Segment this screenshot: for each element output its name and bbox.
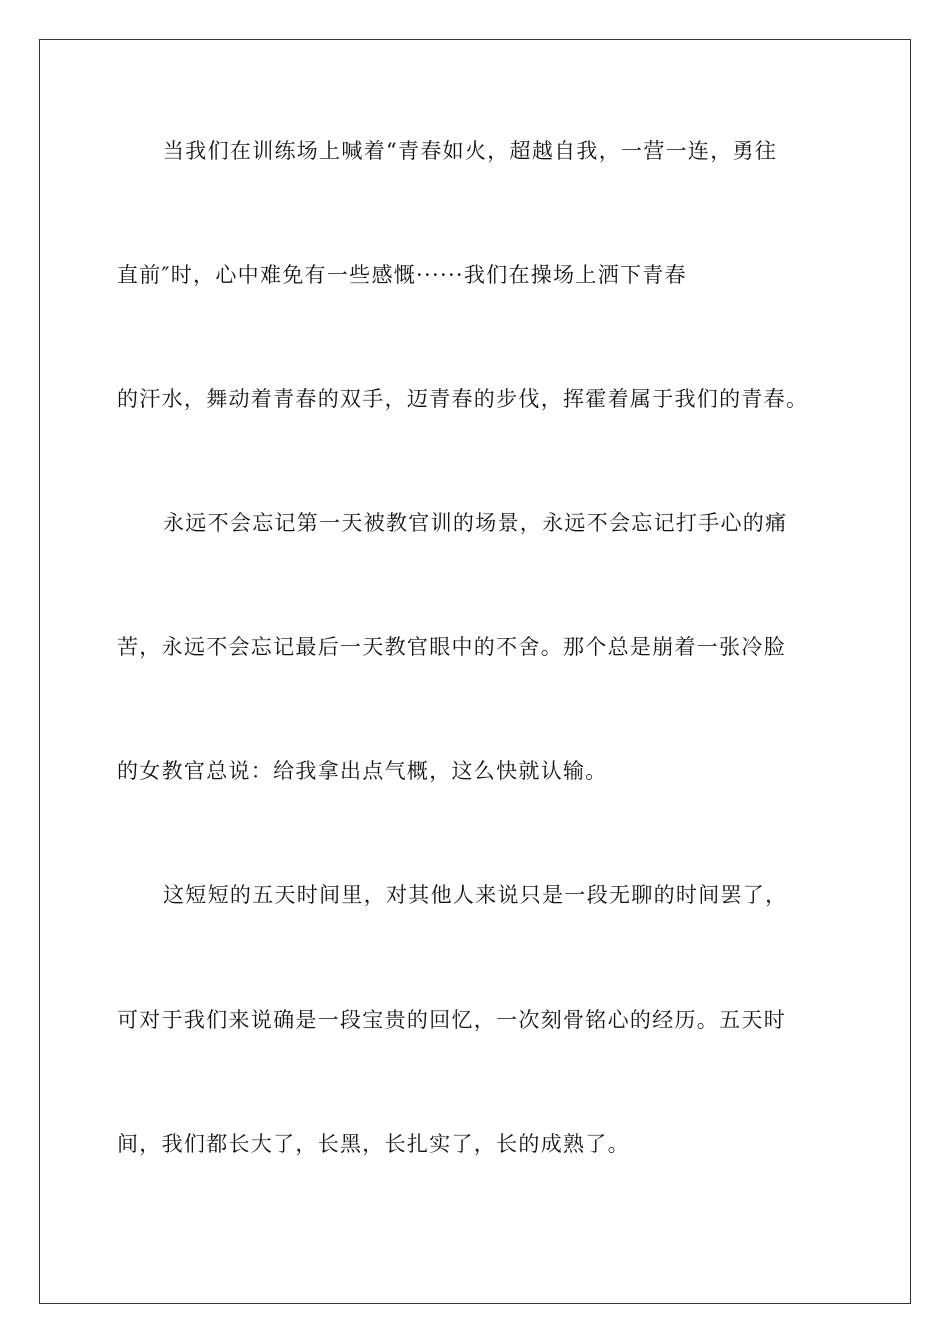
paragraph-3-line-3: 间，我们都长大了，长黑，长扎实了，长的成熟了。 <box>117 1132 630 1156</box>
paragraph-3-line-2: 可对于我们来说确是一段宝贵的回忆，一次刻骨铭心的经历。五天时 <box>117 1008 786 1032</box>
paragraph-3-line-1: 这短短的五天时间里，对其他人来说只是一段无聊的时间罢了， <box>163 883 788 907</box>
paragraph-2-line-1: 永远不会忘记第一天被教官训的场景，永远不会忘记打手心的痛 <box>163 511 788 535</box>
paragraph-2-line-3: 的女教官总说：给我拿出点气概，这么快就认输。 <box>117 759 608 783</box>
paragraph-1-line-3: 的汗水，舞动着青春的双手，迈青春的步伐，挥霍着属于我们的青春。 <box>117 387 809 411</box>
paragraph-2-line-2: 苦，永远不会忘记最后一天教官眼中的不舍。那个总是崩着一张冷脸 <box>117 635 786 659</box>
page-frame <box>39 39 911 1304</box>
paragraph-1-line-1: 当我们在训练场上喊着“青春如火，超越自我，一营一连，勇往 <box>163 139 778 163</box>
paragraph-1-line-2: 直前″时，心中难免有一些感慨······我们在操场上洒下青春 <box>117 263 687 287</box>
